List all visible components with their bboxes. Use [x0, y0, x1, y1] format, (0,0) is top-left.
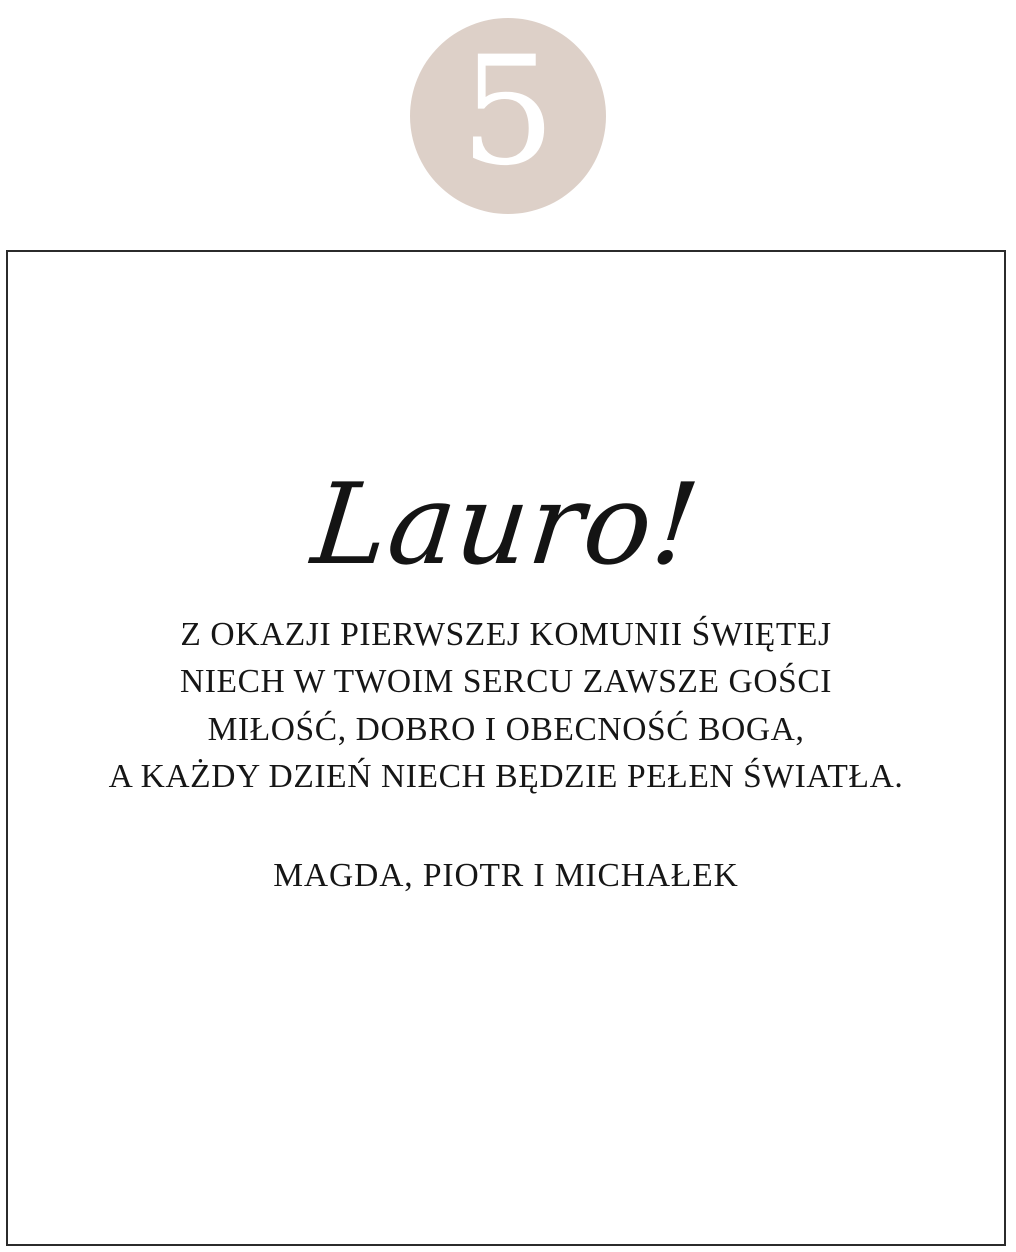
message-line: NIECH W TWOIM SERCU ZAWSZE GOŚCI: [179, 663, 833, 701]
signature-line: MAGDA, PIOTR I MICHAŁEK: [273, 856, 739, 894]
card-frame: [6, 250, 1006, 1246]
badge-number-label: 5: [460, 25, 556, 199]
message-line: A KAŻDY DZIEŃ NIECH BĘDZIE PEŁEN ŚWIATŁA.: [108, 758, 904, 796]
number-badge: [410, 18, 606, 214]
card-content: [8, 460, 1004, 895]
message-line: MIŁOŚĆ, DOBRO I OBECNOŚĆ BOGA,: [207, 710, 805, 748]
greeting-name: Lauro!: [306, 460, 706, 590]
message-block: [38, 611, 974, 801]
message-line: Z OKAZJI PIERWSZEJ KOMUNII ŚWIĘTEJ: [180, 615, 832, 653]
